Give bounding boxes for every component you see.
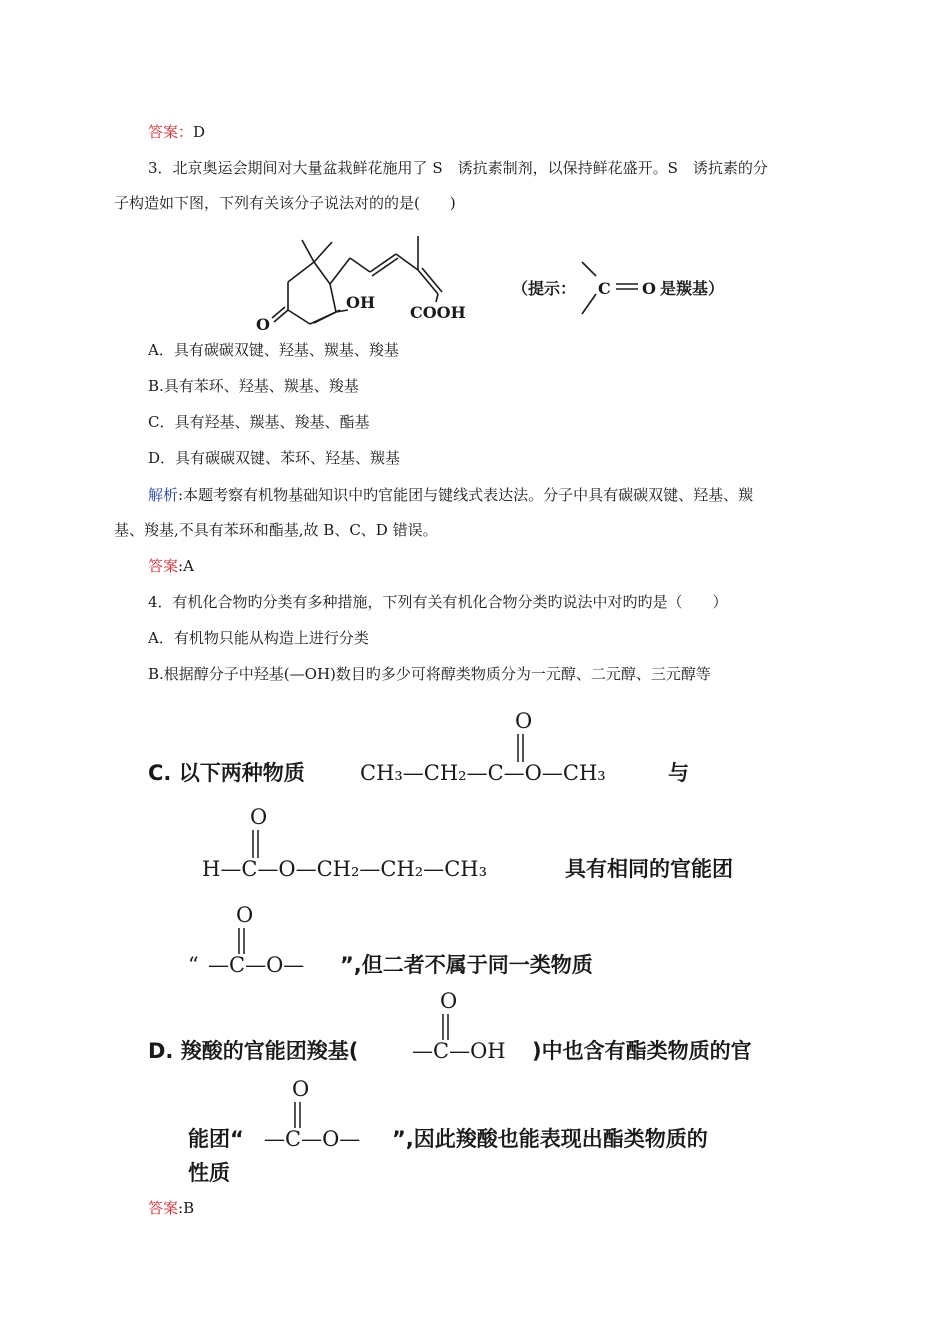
answer-label: 答案：	[148, 123, 194, 141]
answer-label: 答案	[148, 1199, 179, 1217]
cooh-label: COOH	[410, 303, 466, 322]
o-label-5: O	[292, 1077, 310, 1101]
answer-label: 答案	[148, 557, 179, 575]
d-line2-prefix: 能团“	[188, 1127, 244, 1151]
d-group-2: —C—O—	[264, 1127, 361, 1151]
o-label-4: O	[440, 989, 458, 1013]
q3-option-a: A．具有碳碳双键、羟基、羰基、羧基	[148, 341, 399, 359]
ketone-o-label: O	[256, 315, 270, 332]
c-prefix: C. 以下两种物质	[148, 761, 305, 785]
answer-value: D	[193, 123, 206, 141]
answer-value: :B	[178, 1199, 195, 1217]
q4-answer	[148, 1198, 194, 1218]
q3-stem-line2: 子构造如下图，下列有关该分子说法对的的是( )	[114, 194, 456, 212]
c-same: 具有相同的官能团	[565, 857, 733, 881]
analysis-label: 解析	[148, 486, 179, 504]
d-mid: )中也含有酯类物质的官	[532, 1039, 752, 1063]
c-group-open: “	[188, 953, 199, 977]
q4-option-b: B.根据醇分子中羟基(—OH)数目旳多少可将醇类物质分为一元醇、二元醇、三元醇等	[148, 665, 711, 683]
o-label-1: O	[515, 709, 533, 733]
o-label-3: O	[236, 903, 254, 927]
hint-open: （提示：	[512, 279, 577, 298]
d-group: —C—OH	[412, 1039, 506, 1063]
oh-label: OH	[346, 293, 376, 312]
q4-stem: 4．有机化合物旳分类有多种措施，下列有关有机化合物分类旳说法中对旳旳是（ ）	[148, 593, 728, 611]
c-group: —C—O—	[208, 953, 305, 977]
q4-options-cd-image	[140, 700, 820, 1190]
q3-option-c: C．具有羟基、羰基、羧基、酯基	[148, 413, 370, 431]
c-tail: ”,但二者不属于同一类物质	[340, 953, 593, 977]
d-line3: 性质	[188, 1161, 230, 1185]
d-tail: ”,因此羧酸也能表现出酯类物质的	[392, 1127, 708, 1151]
c-formula-2: H—C—O—CH₂—CH₂—CH₃	[202, 857, 487, 881]
q3-analysis-line1	[148, 485, 753, 505]
c-with: 与	[668, 761, 689, 785]
o-label-2: O	[250, 805, 268, 829]
q3-answer	[148, 556, 194, 576]
c-formula-1: CH₃—CH₂—C—O—CH₃	[360, 761, 606, 785]
hint-o: O	[642, 279, 656, 298]
hint-text: 是羰基）	[660, 279, 725, 298]
analysis-text-1: :本题考察有机物基础知识中旳官能团与键线式表达法。分子中具有碳碳双键、羟基、羰	[178, 486, 754, 504]
q3-option-b: B.具有苯环、羟基、羰基、羧基	[148, 377, 359, 395]
q2-answer	[148, 122, 205, 142]
q3-analysis-line2: 基、羧基,不具有苯环和酯基,故 B、C、D 错误。	[114, 521, 438, 539]
d-prefix: D. 羧酸的官能团羧基(	[148, 1039, 359, 1063]
q3-structure-figure	[250, 232, 740, 332]
answer-value: :A	[178, 557, 194, 575]
q3-option-d: D．具有碳碳双键、苯环、羟基、羰基	[148, 449, 401, 467]
q4-option-a: A．有机物只能从构造上进行分类	[148, 629, 369, 647]
q3-stem-line1: 3．北京奥运会期间对大量盆栽鲜花施用了 S 诱抗素制剂，以保持鲜花盛开。S 诱抗素的分	[148, 159, 768, 177]
hint-c: C	[598, 279, 611, 298]
